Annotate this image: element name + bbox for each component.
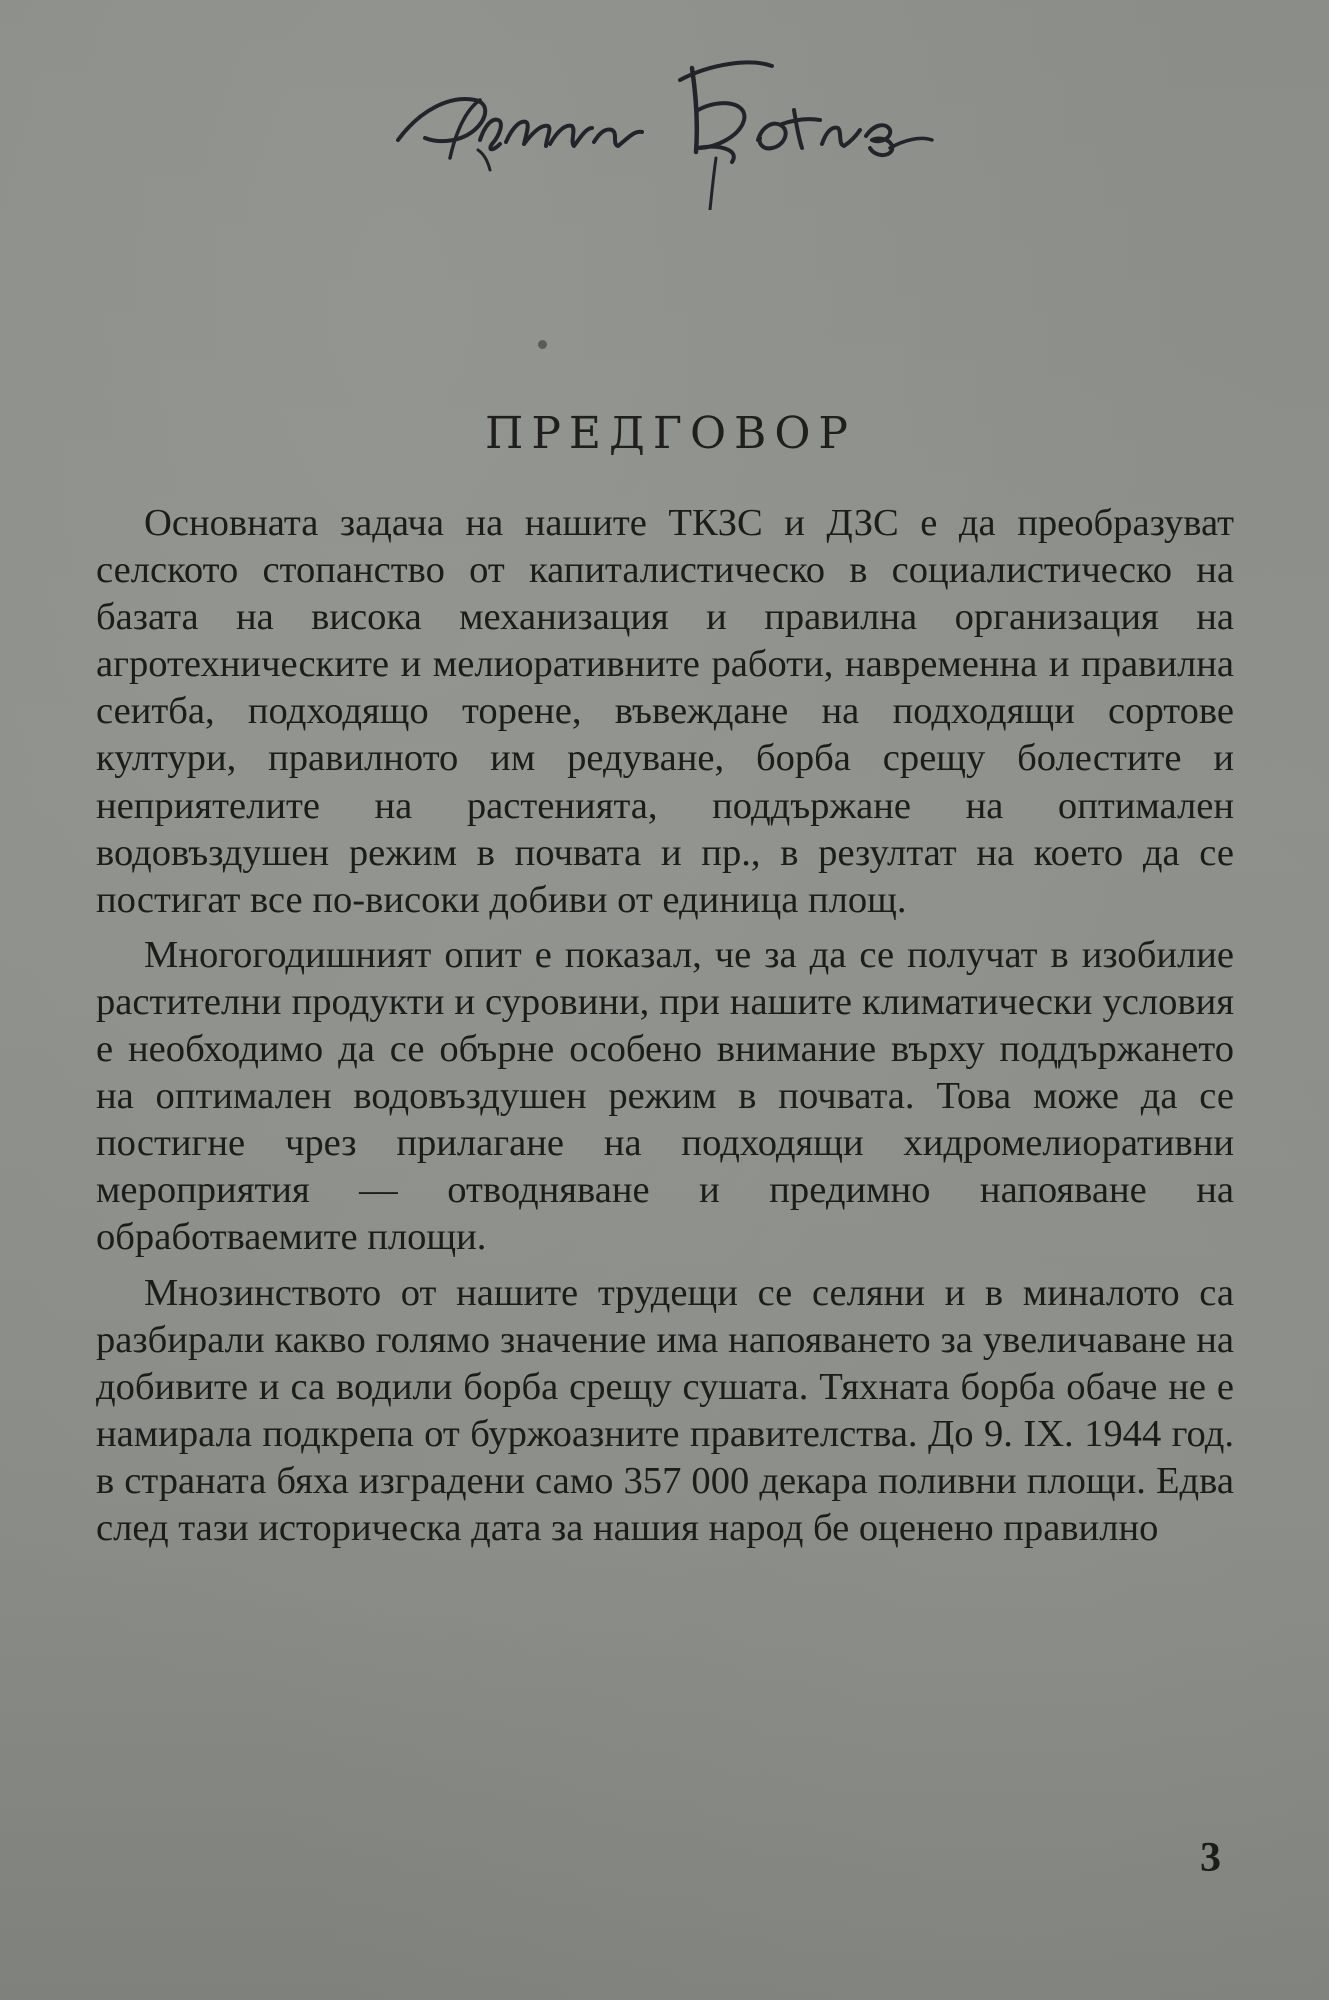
page-number: 3 xyxy=(1200,1835,1221,1881)
handwritten-signature xyxy=(380,40,1060,210)
paragraph-1: Основната задача на нашите ТКЗС и ДЗС е да преобразуват селското стопанство от капиталистическо в социалистическо на базата на висока механизация и правилна организация на агротехническите и мелиоративните работи, навременна и правилна сеитба, подходящо торене, въвеждане на подходящи сортове култури, правилното им редуване, борба срещу болестите и неприятелите на растенията, поддържане на оптимален водовъздушен режим в почвата и пр., в резултат на което да се постигат все по-високи добиви от единица площ. xyxy=(96,502,1234,921)
section-heading: ПРЕДГОВОР xyxy=(484,408,857,459)
body-text xyxy=(96,500,1234,1560)
paper-speck xyxy=(538,340,547,349)
paragraph-3: Мнозинството от нашите трудещи се селяни и в миналото са разбирали какво голямо значение има напояването за увеличаване на добивите и са водили борба срещу сушата. Тяхната борба обаче не е намирала подкрепа от буржоазните правителства. До 9. IX. 1944 год. в страната бяха изградени само 357 000 декара поливни площи. Едва след тази историческа дата за нашия народ бе оценено правилно xyxy=(96,1271,1234,1549)
paragraph-2: Многогодишният опит е показал, че за да се получат в изобилие растителни продукти и суровини, при нашите климатически условия е необходимо да се обърне особено внимание върху поддържането на оптимален водовъздушен режим в почвата. Това може да се постигне чрез прилагане на подходящи хидромелиоративни мероприятия — отводняване и предимно напояване на обработваемите площи. xyxy=(96,933,1234,1259)
